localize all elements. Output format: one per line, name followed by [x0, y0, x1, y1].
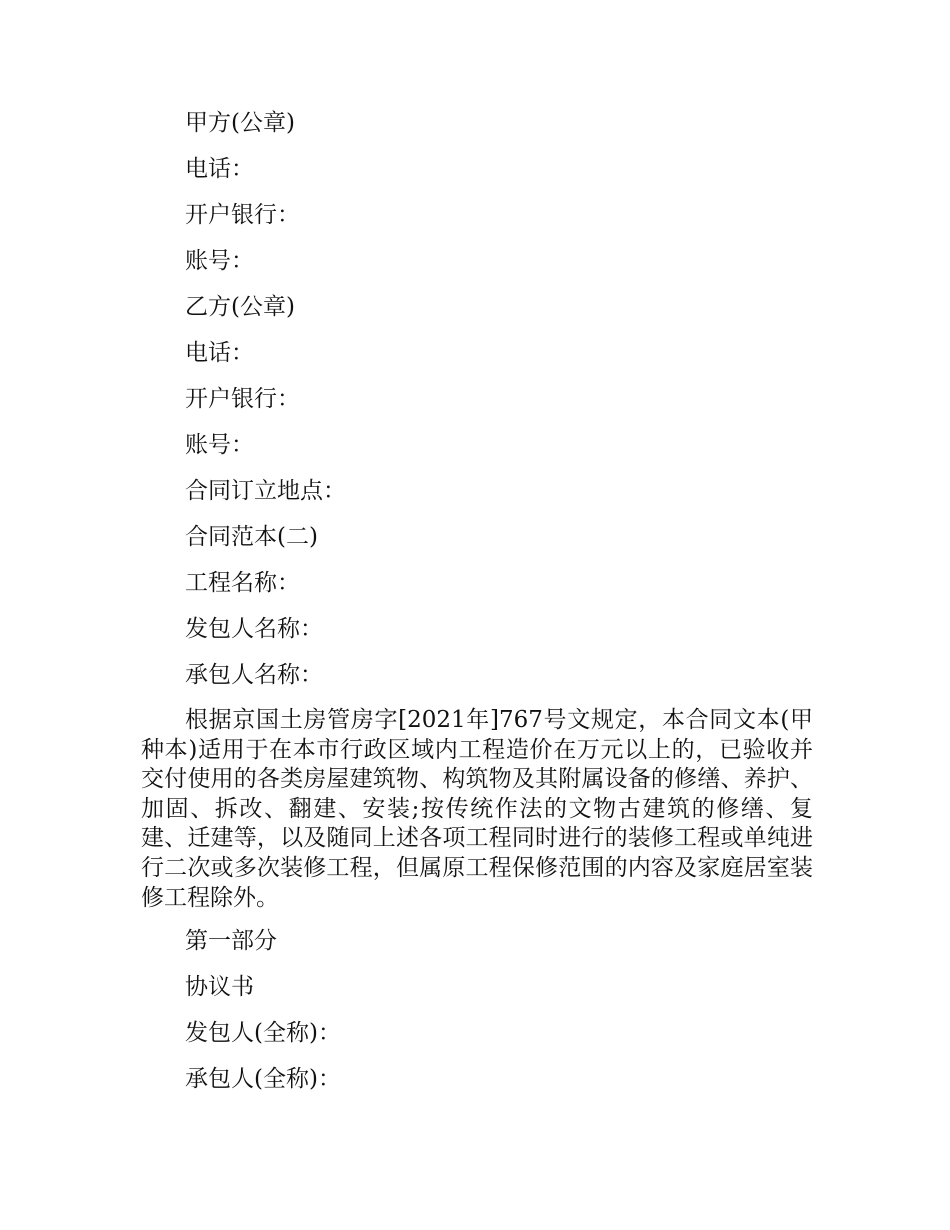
signing-place-label: 合同订立地点： — [185, 478, 346, 504]
contract-text — [141, 108, 813, 1110]
contractor-name-label: 承包人名称： — [185, 662, 323, 688]
employer-full-name-label: 发包人(全称)： — [185, 1020, 341, 1047]
intro-paragraph: 根据京国土房管房字[2021年]767号文规定，本合同文本(甲种本)适用于在本市行政区域内工程造价在万元以上的，已验收并交付使用的各类房屋建筑物、构筑物及其附属设备的修缮、养护、加固、拆改、翻建、安装;按传统作法的文物古建筑的修缮、复建、迁建等，以及随同上述各项工程同时进行的装修工程或单纯进行二次或多次装修工程，但属原工程保修范围的内容及家庭居室装修工程除外。 — [141, 707, 813, 911]
employer-name-label: 发包人名称： — [185, 616, 323, 642]
party-b-seal-label: 乙方(公章) — [185, 294, 295, 320]
contractor-full-name-label: 承包人(全称)： — [185, 1066, 341, 1093]
party-a-bank-label: 开户银行： — [185, 202, 300, 228]
party-b-bank-label: 开户银行： — [185, 386, 300, 412]
project-name-label: 工程名称： — [185, 570, 300, 596]
part-one-heading: 第一部分 — [185, 928, 277, 955]
party-a-account-label: 账号： — [185, 248, 254, 274]
party-a-seal-label: 甲方(公章) — [185, 110, 295, 136]
party-a-phone-label: 电话： — [185, 156, 254, 182]
party-b-phone-label: 电话： — [185, 340, 254, 366]
template-title: 合同范本(二) — [185, 524, 318, 550]
party-b-account-label: 账号： — [185, 432, 254, 458]
agreement-heading: 协议书 — [185, 974, 254, 1001]
